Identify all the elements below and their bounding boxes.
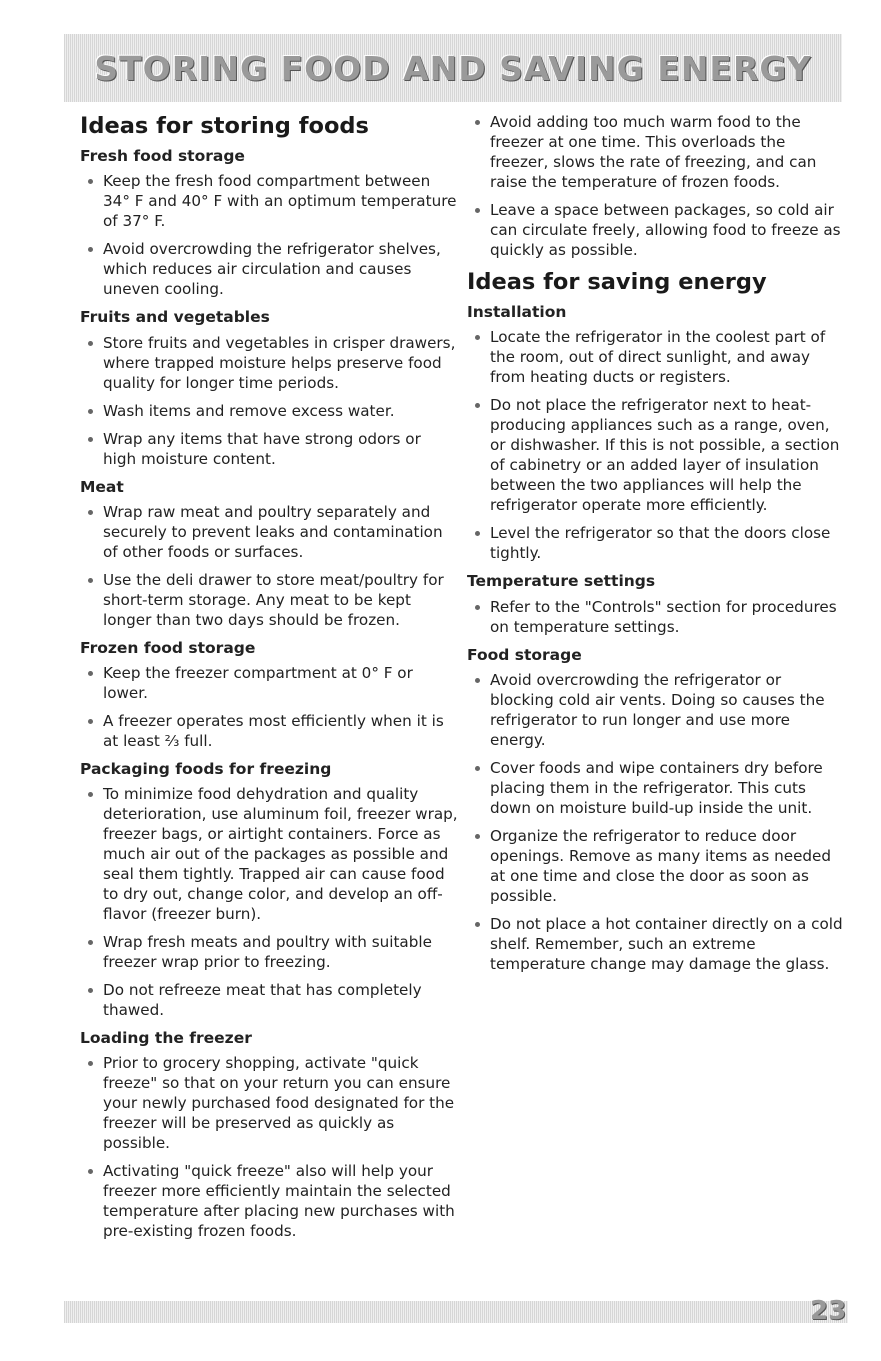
list-item: Prior to grocery shopping, activate "quick freeze" so that on your return you can ensure your newly purchased food designated for the freezer will be preserved as quickly as possible.: [80, 1053, 458, 1153]
list-item: Wrap any items that have strong odors or high moisture content.: [80, 429, 458, 469]
list-item: Refer to the "Controls" section for procedures on temperature settings.: [467, 597, 845, 637]
subheading-installation: Installation: [467, 303, 567, 322]
fruits-list: [80, 333, 458, 469]
left-column: [80, 112, 458, 1249]
list-item: Wash items and remove excess water.: [80, 401, 458, 421]
list-item: Avoid overcrowding the refrigerator shelves, which reduces air circulation and causes uneven cooling.: [80, 239, 458, 299]
list-item: Do not refreeze meat that has completely thawed.: [80, 980, 458, 1020]
food-storage-list: [467, 670, 845, 974]
list-item: Level the refrigerator so that the doors close tightly.: [467, 523, 845, 563]
footer-bar: [64, 1301, 848, 1323]
subheading-fruits-vegetables: Fruits and vegetables: [80, 308, 270, 327]
list-item: Do not place a hot container directly on a cold shelf. Remember, such an extreme temperature change may damage the glass.: [467, 914, 845, 974]
list-item: Wrap raw meat and poultry separately and securely to prevent leaks and contamination of other foods or surfaces.: [80, 502, 458, 562]
subheading-packaging: Packaging foods for freezing: [80, 759, 332, 778]
section-heading-storing: Ideas for storing foods: [80, 113, 369, 139]
page-title: STORING FOOD AND SAVING ENERGY: [94, 48, 812, 88]
right-column: [467, 112, 845, 982]
page-title-banner: [64, 34, 842, 102]
loading-list-continued: [467, 112, 845, 260]
page-number: 23: [810, 1296, 847, 1326]
fresh-food-list: [80, 171, 458, 299]
temperature-list: [467, 597, 845, 637]
subheading-temperature-settings: Temperature settings: [467, 572, 656, 591]
list-item: Locate the refrigerator in the coolest part of the room, out of direct sunlight, and away from heating ducts or registers.: [467, 327, 845, 387]
subheading-fresh-food: Fresh food storage: [80, 147, 245, 166]
subheading-food-storage: Food storage: [467, 645, 582, 664]
list-item: A freezer operates most efficiently when it is at least ⅔ full.: [80, 711, 458, 751]
list-item: Keep the fresh food compartment between 34° F and 40° F with an optimum temperature of 37° F.: [80, 171, 458, 231]
section-heading-saving-energy: Ideas for saving energy: [467, 269, 767, 295]
installation-list: [467, 327, 845, 563]
list-item: Leave a space between packages, so cold air can circulate freely, allowing food to freeze as quickly as possible.: [467, 200, 845, 260]
subheading-meat: Meat: [80, 477, 124, 496]
list-item: Use the deli drawer to store meat/poultry for short-term storage. Any meat to be kept longer than two days should be frozen.: [80, 570, 458, 630]
subheading-frozen-food: Frozen food storage: [80, 638, 256, 657]
list-item: Organize the refrigerator to reduce door openings. Remove as many items as needed at one time and close the door as soon as possible.: [467, 826, 845, 906]
list-item: Wrap fresh meats and poultry with suitable freezer wrap prior to freezing.: [80, 932, 458, 972]
list-item: Do not place the refrigerator next to heat-producing appliances such as a range, oven, or dishwasher. If this is not possible, a section of cabinetry or an added layer of insulation between the two appliances will help the refrigerator operate more efficiently.: [467, 395, 845, 515]
list-item: Activating "quick freeze" also will help your freezer more efficiently maintain the selected temperature after placing new purchases with pre-existing frozen foods.: [80, 1161, 458, 1241]
list-item: Cover foods and wipe containers dry before placing them in the refrigerator. This cuts down on moisture build-up inside the unit.: [467, 758, 845, 818]
list-item: To minimize food dehydration and quality deterioration, use aluminum foil, freezer wrap, freezer bags, or airtight containers. Force as much air out of the packages as possible and seal them tightly. Trapped air can cause food to dry out, change color, and develop an off-flavor (freezer burn).: [80, 784, 458, 924]
list-item: Avoid adding too much warm food to the freezer at one time. This overloads the freezer, slows the rate of freezing, and can raise the temperature of frozen foods.: [467, 112, 845, 192]
loading-list: [80, 1053, 458, 1241]
packaging-list: [80, 784, 458, 1020]
list-item: Keep the freezer compartment at 0° F or lower.: [80, 663, 458, 703]
frozen-list: [80, 663, 458, 751]
list-item: Avoid overcrowding the refrigerator or blocking cold air vents. Doing so causes the refrigerator to run longer and use more energy.: [467, 670, 845, 750]
subheading-loading-freezer: Loading the freezer: [80, 1028, 252, 1047]
meat-list: [80, 502, 458, 630]
list-item: Store fruits and vegetables in crisper drawers, where trapped moisture helps preserve food quality for longer time periods.: [80, 333, 458, 393]
